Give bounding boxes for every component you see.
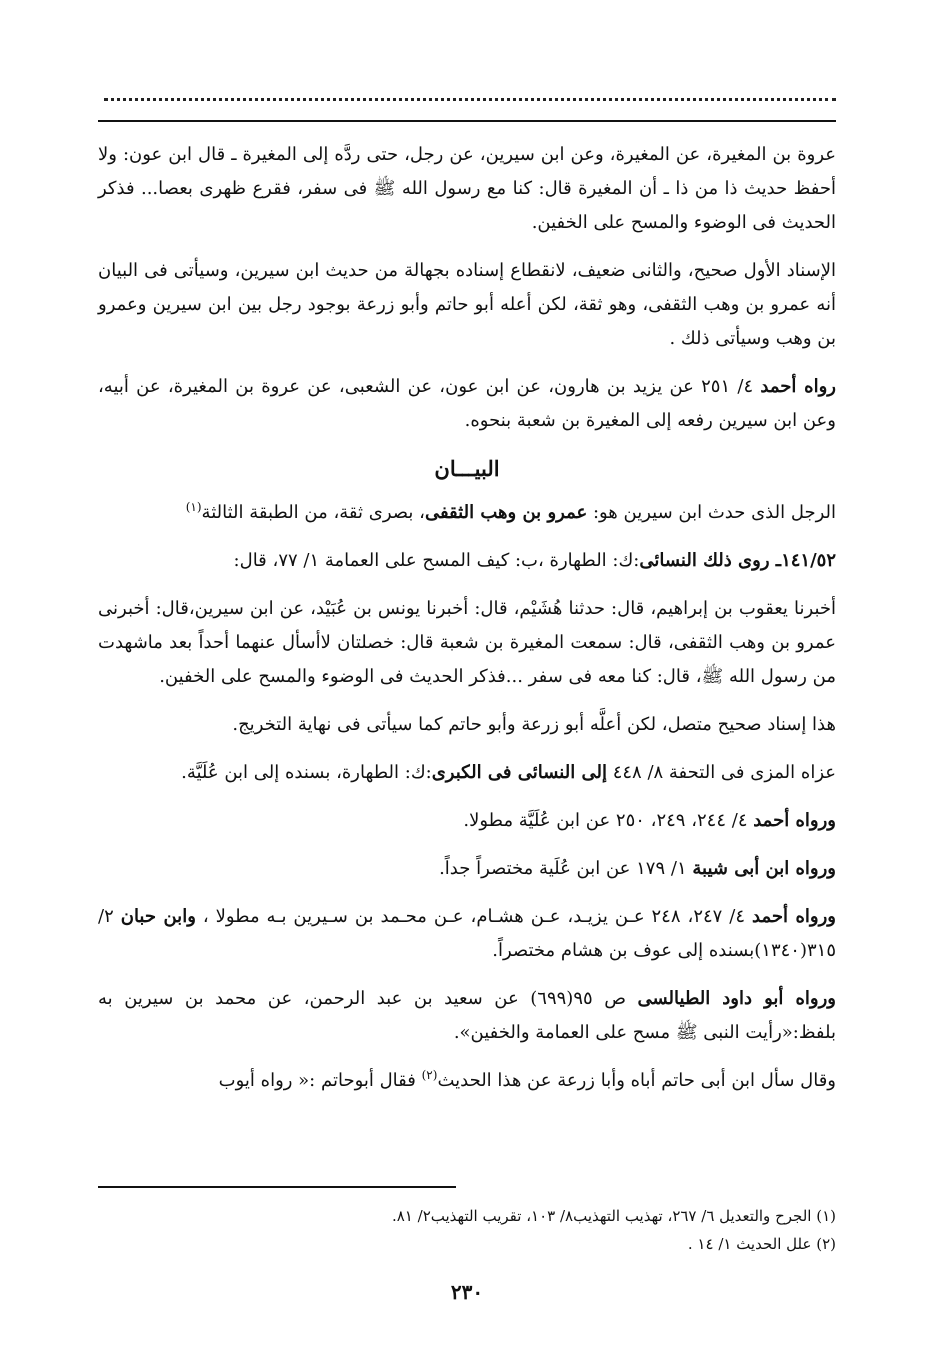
paragraph-5 (98, 544, 836, 578)
body-text (98, 138, 836, 1112)
paragraph-12 (98, 982, 836, 1050)
paragraph-3-bold: رواه أحمد (760, 376, 836, 397)
footnote-1: (١) الجرح والتعديل ٦/ ٢٦٧، تهذيب التهذيب٨/ ١٠٣، تقريب التهذيب٢/ ٨١. (391, 1207, 836, 1225)
paragraph-3-text: ٤/ ٢٥١ عن يزيد بن هارون، عن ابن عون، عن الشعبى، عن عروة بن المغيرة، عن أبيه، وعن ابن سيرين رفعه إلى المغيرة بن شعبة بنحوه. (98, 376, 836, 431)
paragraph-11-text-a: ٤/ ٢٤٧، ٢٤٨ عـن يزيـد، عـن هشـام، عـن محـمد بن سـيرين بـه مطولا ، (195, 906, 752, 927)
footnote-ref-2: (٢) (421, 1068, 438, 1082)
paragraph-10-bold: ورواه ابن أبى شيبة (692, 858, 836, 879)
paragraph-10 (98, 852, 836, 886)
paragraph-7-text: هذا إسناد صحيح متصل، لكن أعلَّه أبو زرعة وأبو حاتم كما سيأتى فى نهاية التخريج. (232, 714, 836, 735)
top-dotted-rule (104, 98, 836, 101)
paragraph-8-text-a: عزاه المزى فى التحفة ٨/ ٤٤٨ (606, 762, 836, 783)
paragraph-13-text-b: فقال أبوحاتم :« رواه أيوب (218, 1070, 422, 1091)
paragraph-9 (98, 804, 836, 838)
paragraph-4 (98, 496, 836, 530)
footnote-rule (98, 1186, 456, 1188)
paragraph-10-text: ١/ ١٧٩ عن ابن عُلَية مختصراً جداً. (439, 858, 693, 879)
paragraph-11-bold-2: وابن حبان (120, 906, 196, 927)
paragraph-9-bold: ورواه أحمد (753, 810, 836, 831)
paragraph-3 (98, 370, 836, 438)
top-solid-rule (98, 120, 836, 122)
paragraph-4-bold: عمرو بن وهب الثقفى (424, 502, 588, 523)
paragraph-11-text-b: ٢/ ٣١٥(١٣٤٠)بسنده إلى عوف بن هشام مختصراً. (98, 906, 836, 961)
paragraph-12-text: ص ٩٥(٦٩٩) عن سعيد بن عبد الرحمن، عن محمد بن سيرين به بلفظ:«رأيت النبى ﷺ مسح على العمامة والخفين». (98, 988, 836, 1043)
paragraph-8-bold: إلى النسائى فى الكبرى (431, 762, 607, 783)
paragraph-8-text-b: :ك: الطهارة، بسنده إلى ابن عُلَيَّة. (181, 762, 432, 783)
paragraph-9-text: ٤/ ٢٤٤، ٢٤٩، ٢٥٠ عن ابن عُلَيَّة مطولا. (463, 810, 754, 831)
paragraph-12-bold: ورواه أبو داود الطيالسى (637, 988, 836, 1009)
paragraph-8 (98, 756, 836, 790)
footnote-ref-1: (١) (185, 500, 202, 514)
paragraph-6-text: أخبرنا يعقوب بن إبراهيم، قال: حدثنا هُشَيْم، قال: أخبرنا يونس بن عُبَيْد، عن ابن سيرين،قال: أخبرنى عمرو بن وهب الثقفى، قال: سمعت المغيرة بن شعبة قال: خصلتان لاأسأل عنهما أحداً بعد ماشهدت من رسول الله ﷺ، قال: كنا معه فى سفر ...فذكر الحديث فى الوضوء والمسح على الخفين. (98, 598, 836, 687)
paragraph-13-text-a: وقال سأل ابن أبى حاتم أباه وأبا زرعة عن هذا الحديث (437, 1070, 836, 1091)
paragraph-4-text-b: ، بصرى ثقة، من الطبقة الثالثة (201, 502, 425, 523)
paragraph-11-bold-1: ورواه أحمد (752, 906, 836, 927)
paragraph-2 (98, 254, 836, 356)
paragraph-5-text: :ك: الطهارة ،ب: كيف المسح على العمامة ١/ ٧٧، قال: (233, 550, 640, 571)
footnote-2: (٢) علل الحديث ١/ ١٤ . (687, 1235, 836, 1253)
paragraph-11 (98, 900, 836, 968)
paragraph-7 (98, 708, 836, 742)
section-heading: البيـــان (434, 456, 500, 481)
footnotes (98, 1202, 836, 1258)
paragraph-4-text-a: الرجل الذى حدث ابن سيرين هو: (587, 502, 836, 523)
document-page (98, 80, 836, 1320)
page-number: ٢٣٠ (450, 1280, 484, 1304)
paragraph-13 (98, 1064, 836, 1098)
paragraph-1-text: عروة بن المغيرة، عن المغيرة، وعن ابن سيرين، عن رجل، حتى ردَّه إلى المغيرة ـ قال ابن عون: ولا أحفظ حديث ذا من ذا ـ أن المغيرة قال: كنا مع رسول الله ﷺ فى سفر، فقرع ظهرى بعصا... فذكر الحديث فى الوضوء والمسح على الخفين. (98, 144, 836, 233)
paragraph-5-bold: ١٤١/٥٢ـ روى ذلك النسائى (639, 550, 836, 571)
paragraph-1 (98, 138, 836, 240)
paragraph-2-text: الإسناد الأول صحيح، والثانى ضعيف، لانقطاع إسناده بجهالة من حديث ابن سيرين، وسيأتى فى البيان أنه عمرو بن وهب الثقفى، وهو ثقة، لكن أعله أبو حاتم وأبو زرعة بوجود رجل بين ابن سيرين وعمرو بن وهب وسيأتى ذلك . (98, 260, 836, 349)
paragraph-6 (98, 592, 836, 694)
